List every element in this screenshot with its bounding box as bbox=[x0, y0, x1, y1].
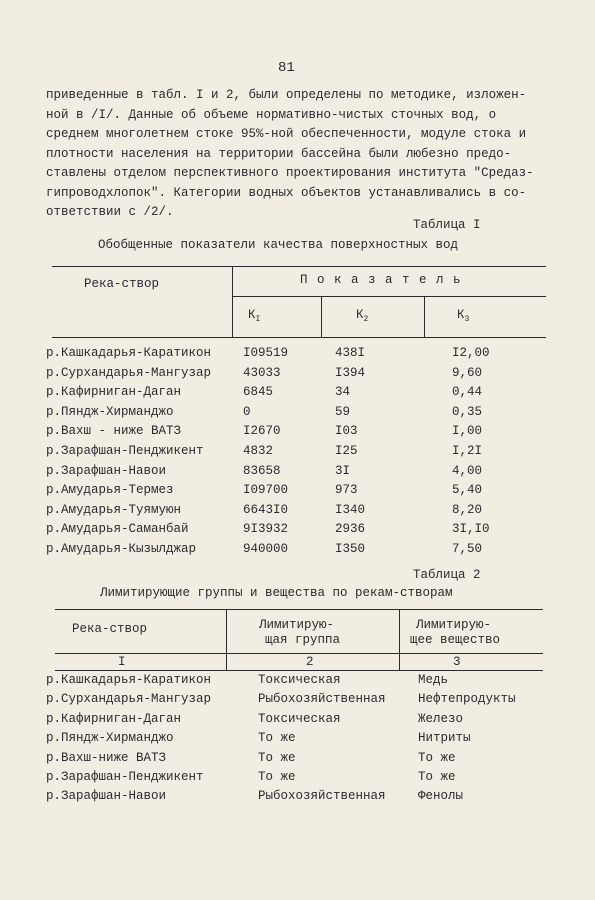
table1-river-cell: р.Кашкадарья-Каратикон bbox=[46, 346, 212, 360]
table2-label: Таблица 2 bbox=[413, 568, 481, 582]
table2-header-substance-line: щее вещество bbox=[410, 633, 501, 647]
table1-value-cell: I09700 bbox=[243, 483, 289, 498]
table1-value-cell: 940000 bbox=[243, 542, 289, 556]
table2-column-number: 2 bbox=[306, 655, 314, 669]
table2-substance-cell: Нефтепродукты bbox=[418, 692, 516, 707]
table1-sub-rule bbox=[233, 296, 546, 297]
table2-river-cell: р.Кашкадарья-Каратикон bbox=[46, 673, 212, 687]
table2-group-cell: То же bbox=[258, 731, 296, 746]
table1-value-cell: I,2I bbox=[452, 444, 483, 458]
table1-value-cell: 438I bbox=[335, 346, 366, 360]
table2-header-river: Река-створ bbox=[72, 622, 148, 636]
table1-value-cell: I,00 bbox=[452, 424, 483, 439]
table1-header-rule bbox=[52, 337, 546, 338]
table2-header-rule bbox=[55, 653, 543, 654]
table1-river-cell: р.Кафирниган-Даган bbox=[46, 385, 182, 400]
paragraph-line: приведенные в табл. I и 2, были определены по методике, изложен- bbox=[46, 88, 527, 102]
table1-value-cell: 59 bbox=[335, 404, 351, 419]
table1-river-cell: р.Вахш - ниже ВАТЗ bbox=[46, 424, 182, 439]
table1-value-cell: 7,50 bbox=[452, 542, 483, 556]
table2-group-cell: Рыбохозяйственная bbox=[258, 789, 386, 804]
table1-header-k1: $К_I$ bbox=[248, 308, 261, 324]
table2-river-cell: р.Вахш-ниже ВАТЗ bbox=[46, 750, 167, 765]
table1-value-cell: 0,44 bbox=[452, 385, 483, 400]
table1-value-cell: I2670 bbox=[243, 424, 281, 439]
table1-value-cell: 6845 bbox=[243, 385, 274, 400]
table2-river-cell: р.Кафирниган-Даган bbox=[46, 711, 182, 726]
table2-substance-cell: Фенолы bbox=[418, 789, 464, 804]
table1-river-cell: р.Амударья-Кызылджар bbox=[46, 542, 197, 556]
table2-divider bbox=[226, 610, 227, 670]
table1-value-cell: I03 bbox=[335, 424, 358, 439]
table2-group-cell: То же bbox=[258, 750, 296, 765]
table1-value-cell: 4832 bbox=[243, 444, 274, 458]
table2-group-cell: То же bbox=[258, 770, 296, 784]
paragraph-line: плотности населения на территории бассейна были любезно предо- bbox=[46, 146, 512, 161]
table2-top-rule bbox=[55, 609, 543, 610]
table2-header-group-line: щая группа bbox=[265, 633, 341, 647]
table1-river-cell: р.Зарафшан-Навои bbox=[46, 463, 167, 478]
paragraph-line: среднем многолетнем стоке 95%-ной обеспеченности, модуле стока и bbox=[46, 127, 527, 141]
table1-value-cell: 0 bbox=[243, 404, 251, 419]
table2-divider bbox=[399, 610, 400, 670]
table1-value-cell: 3I bbox=[335, 463, 351, 478]
table2-substance-cell: То же bbox=[418, 770, 456, 784]
table1-value-cell: I2,00 bbox=[452, 346, 490, 360]
paragraph-line: ответствии с /2/. bbox=[46, 205, 174, 219]
table1-value-cell: 8,20 bbox=[452, 502, 483, 517]
table1-header-k2: $К_2$ bbox=[356, 308, 369, 324]
paragraph-line: ной в /I/. Данные об объеме нормативно-чистых сточных вод, о bbox=[46, 107, 497, 122]
table1-caption: Обобщенные показатели качества поверхностных вод bbox=[98, 238, 459, 252]
table1-value-cell: 34 bbox=[335, 385, 351, 400]
table1-divider bbox=[321, 297, 322, 337]
table1-river-cell: р.Пяндж-Хирманджо bbox=[46, 404, 174, 419]
table1-divider bbox=[232, 267, 233, 337]
table1-value-cell: 973 bbox=[335, 483, 358, 498]
table1-river-cell: р.Амударья-Саманбай bbox=[46, 522, 189, 537]
table1-value-cell: I394 bbox=[335, 365, 366, 380]
table2-river-cell: р.Зарафшан-Навои bbox=[46, 789, 167, 804]
table1-value-cell: I09519 bbox=[243, 346, 289, 360]
table1-value-cell: 2936 bbox=[335, 522, 366, 537]
table2-substance-cell: Железо bbox=[418, 711, 464, 726]
table2-group-cell: Токсическая bbox=[258, 673, 341, 687]
table2-header-substance-line: Лимитирую- bbox=[416, 618, 492, 632]
table1-value-cell: I350 bbox=[335, 542, 366, 556]
table2-column-number: 3 bbox=[453, 655, 461, 669]
table2-river-cell: р.Пяндж-Хирманджо bbox=[46, 731, 174, 746]
table1-value-cell: 9,60 bbox=[452, 365, 483, 380]
table1-river-cell: р.Амударья-Термез bbox=[46, 483, 174, 498]
table1-label: Таблица I bbox=[413, 218, 481, 232]
table1-header-river: Река-створ bbox=[84, 277, 160, 291]
table1-value-cell: I340 bbox=[335, 502, 366, 517]
table1-value-cell: 9I3932 bbox=[243, 522, 289, 537]
page-number: 81 bbox=[278, 60, 295, 76]
table2-group-cell: Рыбохозяйственная bbox=[258, 692, 386, 707]
table2-substance-cell: То же bbox=[418, 750, 456, 765]
table2-river-cell: р.Сурхандарья-Мангузар bbox=[46, 692, 212, 707]
table1-river-cell: р.Амударья-Туямуюн bbox=[46, 502, 182, 517]
table1-value-cell: 5,40 bbox=[452, 483, 483, 498]
table1-value-cell: 3I,I0 bbox=[452, 522, 490, 537]
table2-substance-cell: Нитриты bbox=[418, 731, 471, 746]
table1-value-cell: 0,35 bbox=[452, 404, 483, 419]
table2-number-rule bbox=[55, 670, 543, 671]
table2-river-cell: р.Зарафшан-Пенджикент bbox=[46, 770, 204, 784]
table1-value-cell: 43033 bbox=[243, 365, 281, 380]
table2-group-cell: Токсическая bbox=[258, 711, 341, 726]
table1-header-indicator: П о к а з а т е л ь bbox=[300, 273, 462, 287]
table1-top-rule bbox=[52, 266, 546, 267]
body-paragraph bbox=[46, 86, 546, 223]
table1-river-cell: р.Сурхандарья-Мангузар bbox=[46, 365, 212, 380]
table1-river-cell: р.Зарафшан-Пенджикент bbox=[46, 444, 204, 458]
table2-substance-cell: Медь bbox=[418, 673, 449, 687]
table1-header-k3: $К_3$ bbox=[457, 308, 470, 324]
paragraph-line: ставлены отделом перспективного проектирования института "Средаз- bbox=[46, 166, 534, 180]
table1-divider bbox=[424, 297, 425, 337]
table2-caption: Лимитирующие группы и вещества по рекам-створам bbox=[100, 586, 453, 600]
table2-header-group-line: Лимитирую- bbox=[259, 618, 335, 632]
table1-value-cell: I25 bbox=[335, 444, 358, 458]
table1-value-cell: 83658 bbox=[243, 463, 281, 478]
table1-value-cell: 4,00 bbox=[452, 463, 483, 478]
paragraph-line: гипроводхлопок". Категории водных объектов устанавливались в со- bbox=[46, 185, 527, 200]
table1-value-cell: 6643I0 bbox=[243, 502, 289, 517]
table2-column-number: I bbox=[118, 655, 126, 669]
